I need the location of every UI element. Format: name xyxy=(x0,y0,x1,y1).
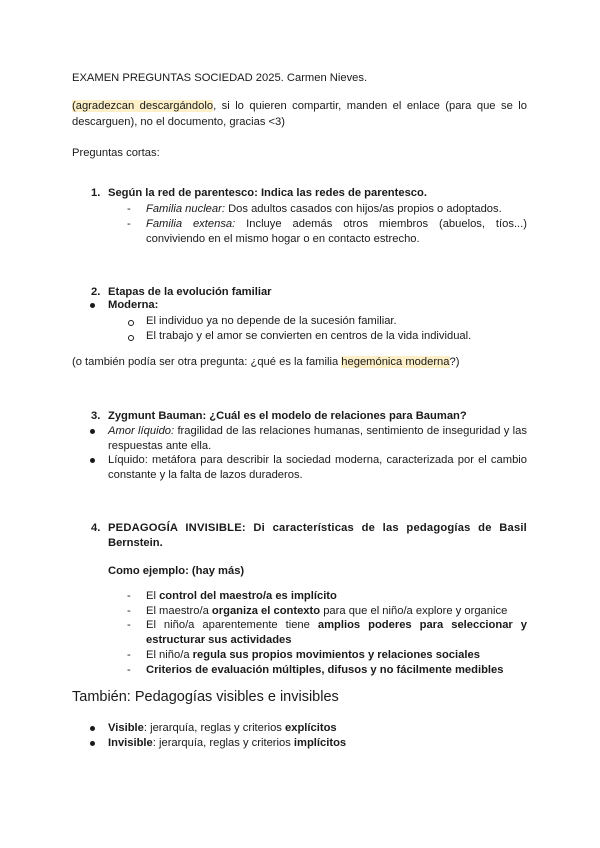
also-item-label: Visible xyxy=(108,722,144,734)
q4-heading: PEDAGOGÍA INVISIBLE: Di características de las pedagogías de Basil xyxy=(108,522,527,534)
dash-icon: - xyxy=(127,203,131,215)
q4-item xyxy=(146,648,480,663)
q4-item-line2: estructurar sus actividades xyxy=(146,634,292,646)
q4-item-pre: El niño/a xyxy=(146,649,193,661)
q2-bullet-moderna: Moderna: xyxy=(108,299,159,311)
dash-icon: - xyxy=(127,218,131,230)
q1-item-text: Dos adultos casados con hijos/as propios o adoptados. xyxy=(224,203,502,215)
short-questions-label: Preguntas cortas: xyxy=(72,147,160,159)
q4-item-pre: El maestro/a xyxy=(146,605,212,617)
dash-icon: - xyxy=(127,649,131,661)
also-item-text: : jerarquía, reglas y criterios xyxy=(143,722,286,734)
q4-item xyxy=(146,604,507,619)
q2-subitem: El individuo ya no depende de la sucesión familiar. xyxy=(146,315,397,327)
q2-aside-highlight: hegemónica moderna xyxy=(341,356,450,368)
bullet-icon xyxy=(90,429,95,434)
q3-item-liquido: Líquido: metáfora para describir la sociedad moderna, caracterizada por el cambio xyxy=(108,454,527,466)
dash-icon: - xyxy=(127,605,131,617)
q4-item-pre: El niño/a aparentemente tiene xyxy=(146,619,318,631)
dash-icon: - xyxy=(127,619,131,631)
note-line1-rest: , si lo quieren compartir, manden el enlace (para que se lo xyxy=(213,100,527,112)
q1-item-text: Incluye además otros miembros (abuelos, tíos...) xyxy=(235,218,527,230)
q3-number: 3. xyxy=(91,410,101,422)
q3-item-liquido-line2: constante y la falta de lazos duraderos. xyxy=(108,469,303,481)
circle-bullet-icon xyxy=(128,320,134,326)
q4-number: 4. xyxy=(91,522,101,534)
also-heading: También: Pedagogías visibles e invisibles xyxy=(72,689,339,705)
q4-example-label: Como ejemplo: (hay más) xyxy=(108,565,245,577)
q2-number: 2. xyxy=(91,286,101,298)
q3-item-term: Amor líquido: xyxy=(108,425,175,437)
note-highlight: (agradezcan descargándolo xyxy=(72,100,214,112)
bullet-icon xyxy=(90,458,95,463)
q4-item xyxy=(146,589,337,604)
download-note xyxy=(72,99,527,114)
q4-item-pre: El xyxy=(146,590,160,602)
q4-heading-line2: Bernstein. xyxy=(108,537,163,549)
q3-item-text: fragilidad de las relaciones humanas, sentimiento de inseguridad y las xyxy=(174,425,527,437)
q2-heading: Etapas de la evolución familiar xyxy=(108,286,272,298)
document-title: EXAMEN PREGUNTAS SOCIEDAD 2025. Carmen Nieves. xyxy=(72,72,368,84)
circle-bullet-icon xyxy=(128,335,134,341)
q1-heading: Según la red de parentesco: Indica las redes de parentesco. xyxy=(108,187,427,199)
q4-item-bold: organiza el contexto xyxy=(211,605,321,617)
q1-item-term: Familia nuclear: xyxy=(146,203,225,215)
q3-heading: Zygmunt Bauman: ¿Cuál es el modelo de relaciones para Bauman? xyxy=(108,410,467,422)
q4-item-bold: amplios poderes para seleccionar y xyxy=(317,619,527,631)
q4-item-post: para que el niño/a explore y organice xyxy=(320,605,508,617)
q2-subitem: El trabajo y el amor se convierten en centros de la vida individual. xyxy=(146,330,472,342)
bullet-icon xyxy=(90,303,95,308)
q2-aside-text: (o también podía ser otra pregunta: ¿qué es la familia xyxy=(72,356,342,368)
q4-item: Criterios de evaluación múltiples, difusos y no fácilmente medibles xyxy=(146,664,504,676)
note-line2: descarguen), no el documento, gracias <3) xyxy=(72,116,285,128)
dash-icon: - xyxy=(127,590,131,602)
q4-item-bold: control del maestro/a es implícito xyxy=(159,590,337,602)
q3-item-amor xyxy=(108,424,527,439)
q1-number: 1. xyxy=(91,187,101,199)
also-item-label: Invisible xyxy=(108,737,153,749)
also-item-text: : jerarquía, reglas y criterios xyxy=(152,737,294,749)
q1-item-extensa-line2: conviviendo en el mismo hogar o en contacto estrecho. xyxy=(146,233,420,245)
q4-item-bold: regula sus propios movimientos y relaciones sociales xyxy=(192,649,480,661)
q2-aside-end: ?) xyxy=(449,356,460,368)
q2-aside xyxy=(72,355,459,370)
also-item-invisible xyxy=(108,736,346,751)
bullet-icon xyxy=(90,741,95,746)
q1-item-extensa xyxy=(146,217,527,232)
q4-item xyxy=(146,618,527,633)
also-item-visible xyxy=(108,721,337,736)
also-item-bold: explícitos xyxy=(285,722,337,734)
bullet-icon xyxy=(90,726,95,731)
q1-item-term: Familia extensa: xyxy=(146,218,236,230)
q1-item-nuclear xyxy=(146,202,502,217)
dash-icon: - xyxy=(127,664,131,676)
q3-item-amor-line2: respuestas ante ella. xyxy=(108,440,212,452)
also-item-bold: implícitos xyxy=(293,737,347,749)
